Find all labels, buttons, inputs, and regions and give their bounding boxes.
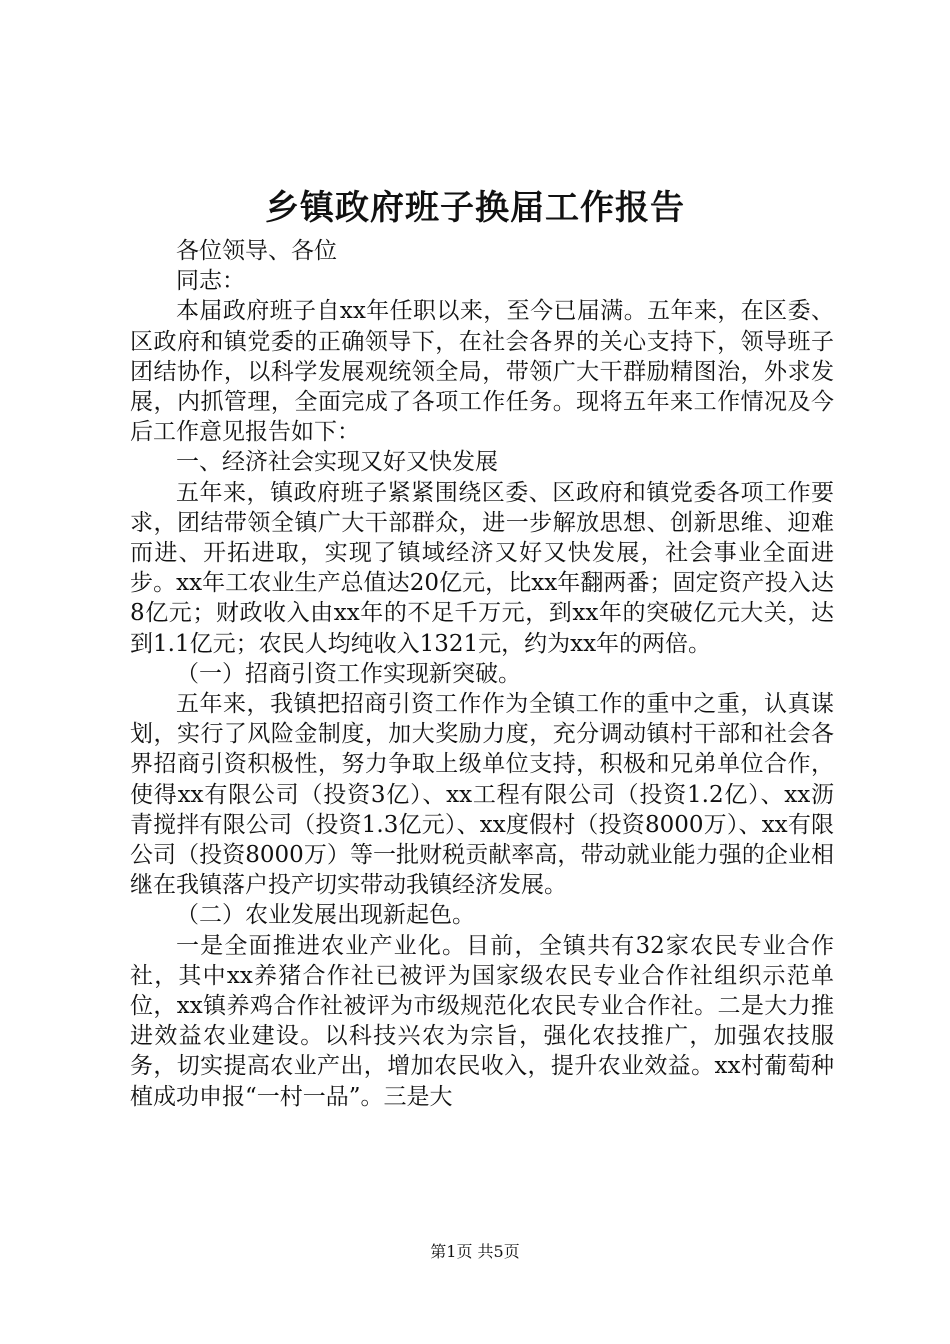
subsection-2-paragraph: 一是全面推进农业产业化。目前，全镇共有32家农民专业合作社，其中xx养猪合作社已被评为国家级农民专业合作社组织示范单位，xx镇养鸡合作社被评为市级规范化农民专业合作社。二是大力推进效益农业建设。以科技兴农为宗旨，强化农技推广，加强农技服务，切实提高农业产出，增加农民收入，提升农业效益。xx村葡萄种植成功申报“一村一品”。三是大	[130, 932, 834, 1110]
section-1-paragraph: 五年来，镇政府班子紧紧围绕区委、区政府和镇党委各项工作要求，团结带领全镇广大干部群众，进一步解放思想、创新思维、迎难而进、开拓进取，实现了镇域经济又好又快发展，社会事业全面进步。xx年工农业生产总值达20亿元，比xx年翻两番；固定资产投入达8亿元；财政收入由xx年的不足千万元，到xx年的突破亿元大关，达到1.1亿元；农民人均纯收入1321元，约为xx年的两倍。	[130, 479, 834, 657]
salutation-line-1: 各位领导、各位	[176, 238, 337, 264]
page-footer: 第1页 共5页	[430, 1242, 520, 1261]
salutation-line-2: 同志：	[176, 268, 245, 295]
intro-paragraph: 本届政府班子自xx年任职以来，至今已届满。五年来，在区委、区政府和镇党委的正确领导下，在社会各界的关心支持下，领导班子团结协作，以科学发展观统领全局，带领广大干群励精图治，外求发展，内抓管理，全面完成了各项工作任务。现将五年来工作情况及今后工作意见报告如下：	[130, 298, 834, 446]
subsection-heading-2: （二）农业发展出现新起色。	[176, 902, 475, 929]
subsection-heading-1: （一）招商引资工作实现新突破。	[176, 660, 521, 687]
subsection-1-paragraph: 五年来，我镇把招商引资工作作为全镇工作的重中之重，认真谋划，实行了风险金制度，加大奖励力度，充分调动镇村干部和社会各界招商引资积极性，努力争取上级单位支持，积极和兄弟单位合作，使得xx有限公司（投资3亿）、xx工程有限公司（投资1.2亿）、xx沥青搅拌有限公司（投资1.3亿元）、xx度假村（投资8000万）、xx有限公司（投资8000万）等一批财税贡献率高，带动就业能力强的企业相继在我镇落户投产切实带动我镇经济发展。	[130, 691, 834, 899]
document-title: 乡镇政府班子换届工作报告	[265, 188, 685, 228]
section-heading-1: 一、经济社会实现又好又快发展	[176, 449, 498, 476]
document-body	[130, 236, 834, 1112]
